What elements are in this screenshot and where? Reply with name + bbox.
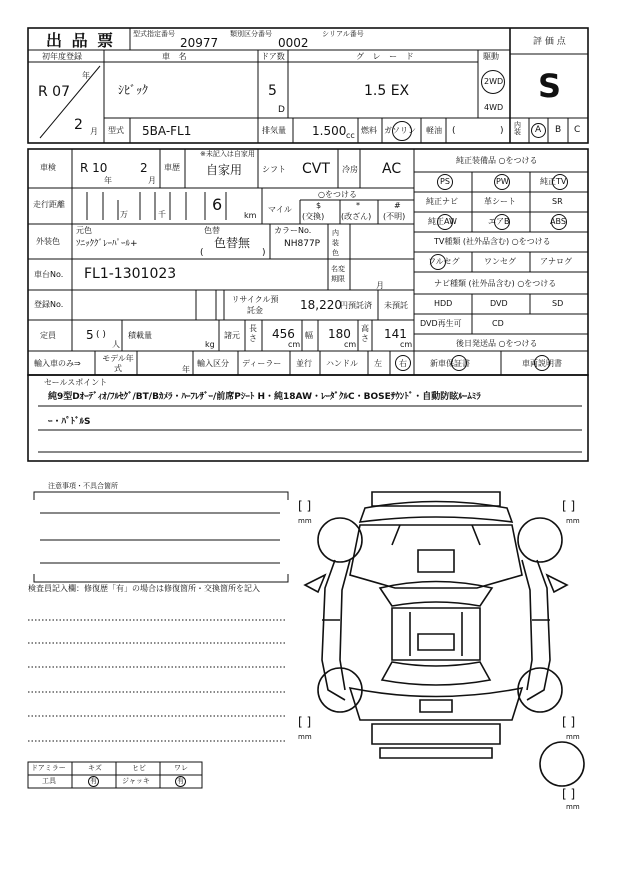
height-label: 高さ: [361, 324, 369, 343]
exchange-sym: $: [316, 201, 322, 210]
width-cm: cm: [344, 340, 357, 349]
tire-rl-bracket[interactable]: [ ]: [298, 715, 312, 729]
circle-note: ○をつける: [318, 190, 357, 199]
tire-fl-bracket[interactable]: [ ]: [298, 499, 312, 513]
shift: CVT: [302, 161, 330, 177]
ac: AC: [382, 161, 402, 177]
model-label: 型式: [108, 126, 124, 135]
sales-line1: 純9型Dｵｰﾃﾞｨｵ/ﾌﾙｾｸﾞ/BT/Bｶﾒﾗ・ﾊｰﾌﾚｻﾞｰ/前席Pｼｰﾄ H・純18AW・ﾚｰﾀﾞｸﾙC・BOSEｻｳﾝﾄﾞ・自動防眩ﾙｰﾑﾐﾗ: [48, 392, 481, 402]
later-manual[interactable]: 車両説明書: [522, 359, 562, 368]
tire-rl-mm: mm: [298, 733, 312, 741]
color-paren-close: ): [262, 248, 266, 258]
navi-cd[interactable]: CD: [492, 319, 504, 328]
tv-analog[interactable]: アナログ: [540, 257, 572, 266]
legend-jack: ジャッキ: [122, 777, 150, 785]
displacement: 1.500: [312, 124, 347, 138]
equip-leather[interactable]: 革シート: [484, 197, 516, 206]
first-reg-year: R 07: [38, 84, 70, 100]
color-change-label: 色替: [204, 226, 220, 235]
width: 180: [328, 327, 351, 341]
tire-rr-mm: mm: [566, 733, 580, 741]
equip-abs[interactable]: ABS: [550, 217, 566, 226]
model-year-unit: 年: [182, 365, 190, 374]
interior-c[interactable]: C: [574, 125, 581, 135]
mileage-label: 走行距離: [33, 200, 65, 209]
handle-label: ハンドル: [326, 359, 358, 368]
car-diagram: [305, 492, 567, 758]
width-label: 幅: [305, 331, 313, 340]
shift-label: シフト: [262, 165, 286, 174]
grade-label: グ レ ー ド: [356, 52, 417, 61]
dims-label: 諸元: [224, 331, 240, 340]
name-change-label: 名変期限: [331, 265, 345, 283]
import-label: 輸入車のみ⇒: [34, 359, 81, 368]
capacity: 5: [86, 328, 94, 342]
chassis-label: 車台No.: [34, 270, 64, 279]
navi-dvd-play[interactable]: DVD再生可: [420, 319, 462, 328]
car-name-label: 車 名: [162, 52, 190, 61]
tire-fr-mm: mm: [566, 517, 580, 525]
length-cm: cm: [288, 340, 301, 349]
category-label: 類別区分番号: [230, 30, 272, 38]
exchange[interactable]: (交換): [302, 212, 325, 221]
unknown-sym: #: [394, 201, 401, 210]
name-change-month-unit: 月: [376, 281, 384, 290]
interior-a[interactable]: A: [535, 125, 542, 135]
ac-label: 冷房: [342, 165, 358, 174]
equip-airbag[interactable]: エアB: [488, 217, 510, 226]
color-label: 外装色: [36, 237, 60, 246]
interior-b[interactable]: B: [555, 125, 562, 135]
recycle-label: リサイクル預託金: [231, 295, 279, 315]
km-unit: km: [244, 211, 257, 220]
grade-points-label: 評 価 点: [533, 37, 566, 47]
unknown[interactable]: (不明): [383, 212, 406, 221]
doors-label: ドア数: [261, 52, 285, 61]
handle-left[interactable]: 左: [374, 359, 382, 368]
navi-sd[interactable]: SD: [552, 299, 564, 308]
category-no: 0002: [278, 36, 309, 50]
serial-label: シリアル番号: [322, 30, 364, 38]
person-unit: 人: [112, 340, 120, 349]
interior-label: 内装: [514, 121, 521, 136]
handle-right[interactable]: 右: [399, 359, 407, 368]
sen-unit: 千: [158, 210, 166, 219]
caution-label: 注意事項・不具合箇所: [48, 482, 118, 490]
tire-fl-mm: mm: [298, 517, 312, 525]
legend-tools-have[interactable]: 有: [90, 777, 97, 785]
orig-color-label: 元色: [76, 226, 92, 235]
man-unit: 万: [120, 210, 128, 219]
history-label: 車歴: [164, 163, 180, 172]
tire-spare-bracket[interactable]: [ ]: [562, 787, 576, 801]
tv-title: TV種類 (社外品含む) ○をつける: [434, 237, 551, 246]
color-no: NH877P: [284, 239, 321, 249]
fuel-gasoline[interactable]: ガソリン: [384, 126, 416, 135]
color-no-label: カラーNo.: [274, 226, 312, 235]
displacement-label: 排気量: [262, 126, 286, 135]
tire-spare-mm: mm: [566, 803, 580, 811]
capacity-label: 定員: [40, 331, 56, 340]
type-cert-label: 型式指定番号: [133, 30, 175, 38]
fuel-paren-open: (: [452, 126, 456, 136]
tire-fr-bracket[interactable]: [ ]: [562, 499, 576, 513]
length: 456: [272, 327, 295, 341]
legend-tools: 工具: [42, 777, 56, 785]
interior-color-label: 内装色: [332, 229, 339, 257]
drive-label: 駆動: [483, 52, 499, 61]
month-unit: 月: [90, 127, 98, 136]
first-reg-month: 2: [74, 117, 83, 133]
inspection-year: R 10: [80, 161, 108, 175]
fuel-paren-close: ): [500, 126, 504, 136]
recycle: 18,220: [300, 298, 342, 312]
capacity-paren: ( ): [96, 330, 106, 340]
car-name: ｼﾋﾞｯｸ: [118, 83, 149, 97]
legend-door-mirror: ドアミラー: [31, 764, 66, 772]
navi-title: ナビ種類 (社外品含む) ○をつける: [434, 279, 557, 288]
tamper-sym: *: [356, 201, 360, 210]
length-label: 長さ: [249, 324, 257, 343]
color-paren-open: (: [200, 248, 204, 258]
drive-4wd[interactable]: 4WD: [484, 103, 504, 112]
history: 自家用: [206, 163, 243, 177]
tamper[interactable]: (改ざん): [341, 212, 372, 221]
equip-pw[interactable]: PW: [496, 177, 509, 186]
genuine-title: 純正装備品 ○をつける: [456, 156, 538, 165]
legend-fissure: ワレ: [174, 764, 188, 772]
legend-jack-have[interactable]: 有: [177, 777, 184, 785]
recycle-paid[interactable]: 円預託済: [340, 301, 372, 310]
form-title: 出 品 票: [46, 31, 116, 50]
legend-crack: ヒビ: [132, 764, 146, 772]
tv-oneseg[interactable]: ワンセグ: [484, 257, 516, 266]
later-title: 後日発送品 ○をつける: [456, 339, 538, 348]
height: 141: [384, 327, 407, 341]
sales-label: セールスポイント: [44, 378, 108, 387]
type-cert-no: 20977: [180, 36, 219, 50]
import-type-label: 輸入区分: [197, 359, 229, 368]
grade-points: S: [538, 67, 562, 105]
model: 5BA-FL1: [142, 124, 192, 138]
equip-genuine-tv[interactable]: 純正TV: [540, 177, 567, 186]
year-unit: 年: [82, 71, 90, 80]
recycle-unpaid[interactable]: 未預託: [384, 301, 408, 310]
kg-unit: kg: [205, 340, 215, 349]
height-cm: cm: [400, 340, 413, 349]
mileage-last-digit: 6: [212, 195, 223, 214]
inspector-label: 検査員記入欄：修復歴「有」の場合は修復箇所・交換箇所を記入: [28, 584, 260, 593]
load-label: 積載量: [128, 331, 152, 340]
chassis: FL1-1301023: [84, 266, 177, 282]
drive-2wd[interactable]: 2WD: [484, 77, 504, 86]
equip-genuine-aw[interactable]: 純正AW: [428, 217, 457, 226]
mile-unit: マイル: [268, 205, 292, 214]
inspection-month-unit: 月: [148, 176, 156, 185]
tv-fullseg[interactable]: フルセグ: [428, 257, 460, 266]
import-parallel[interactable]: 並行: [296, 359, 312, 368]
history-note: ※未記入は自家用: [200, 150, 255, 158]
fuel-label: 燃料: [361, 126, 377, 135]
sales-line2: ｰ・ﾊﾟﾄﾞﾙS: [48, 417, 91, 427]
orig-color: ｿﾆｯｸｸﾞﾚｰﾊﾟｰﾙ+: [76, 239, 138, 249]
grade: 1.5 EX: [364, 83, 410, 99]
inspection-label: 車検: [40, 163, 56, 172]
inspection-year-unit: 年: [104, 176, 112, 185]
import-dealer[interactable]: ディーラー: [242, 359, 282, 368]
color-change: 色替無: [214, 236, 251, 250]
fuel-light[interactable]: 軽油: [426, 126, 442, 135]
navi-hdd[interactable]: HDD: [434, 299, 453, 308]
door-type: D: [278, 105, 285, 115]
model-year-label: モデル年式: [102, 354, 134, 373]
inspection-month: 2: [140, 161, 148, 175]
equip-ps[interactable]: PS: [440, 177, 450, 186]
doors: 5: [268, 83, 277, 99]
equip-genuine-navi[interactable]: 純正ナビ: [426, 197, 458, 206]
cc-unit: cc: [346, 131, 355, 140]
reg-label: 登録No.: [34, 300, 64, 309]
navi-dvd[interactable]: DVD: [490, 299, 508, 308]
later-warranty[interactable]: 新車保証書: [430, 359, 470, 368]
tire-rr-bracket[interactable]: [ ]: [562, 715, 576, 729]
legend-scratch: キズ: [88, 764, 102, 772]
equip-sr[interactable]: SR: [552, 197, 563, 206]
first-reg-label: 初年度登録: [42, 52, 82, 61]
